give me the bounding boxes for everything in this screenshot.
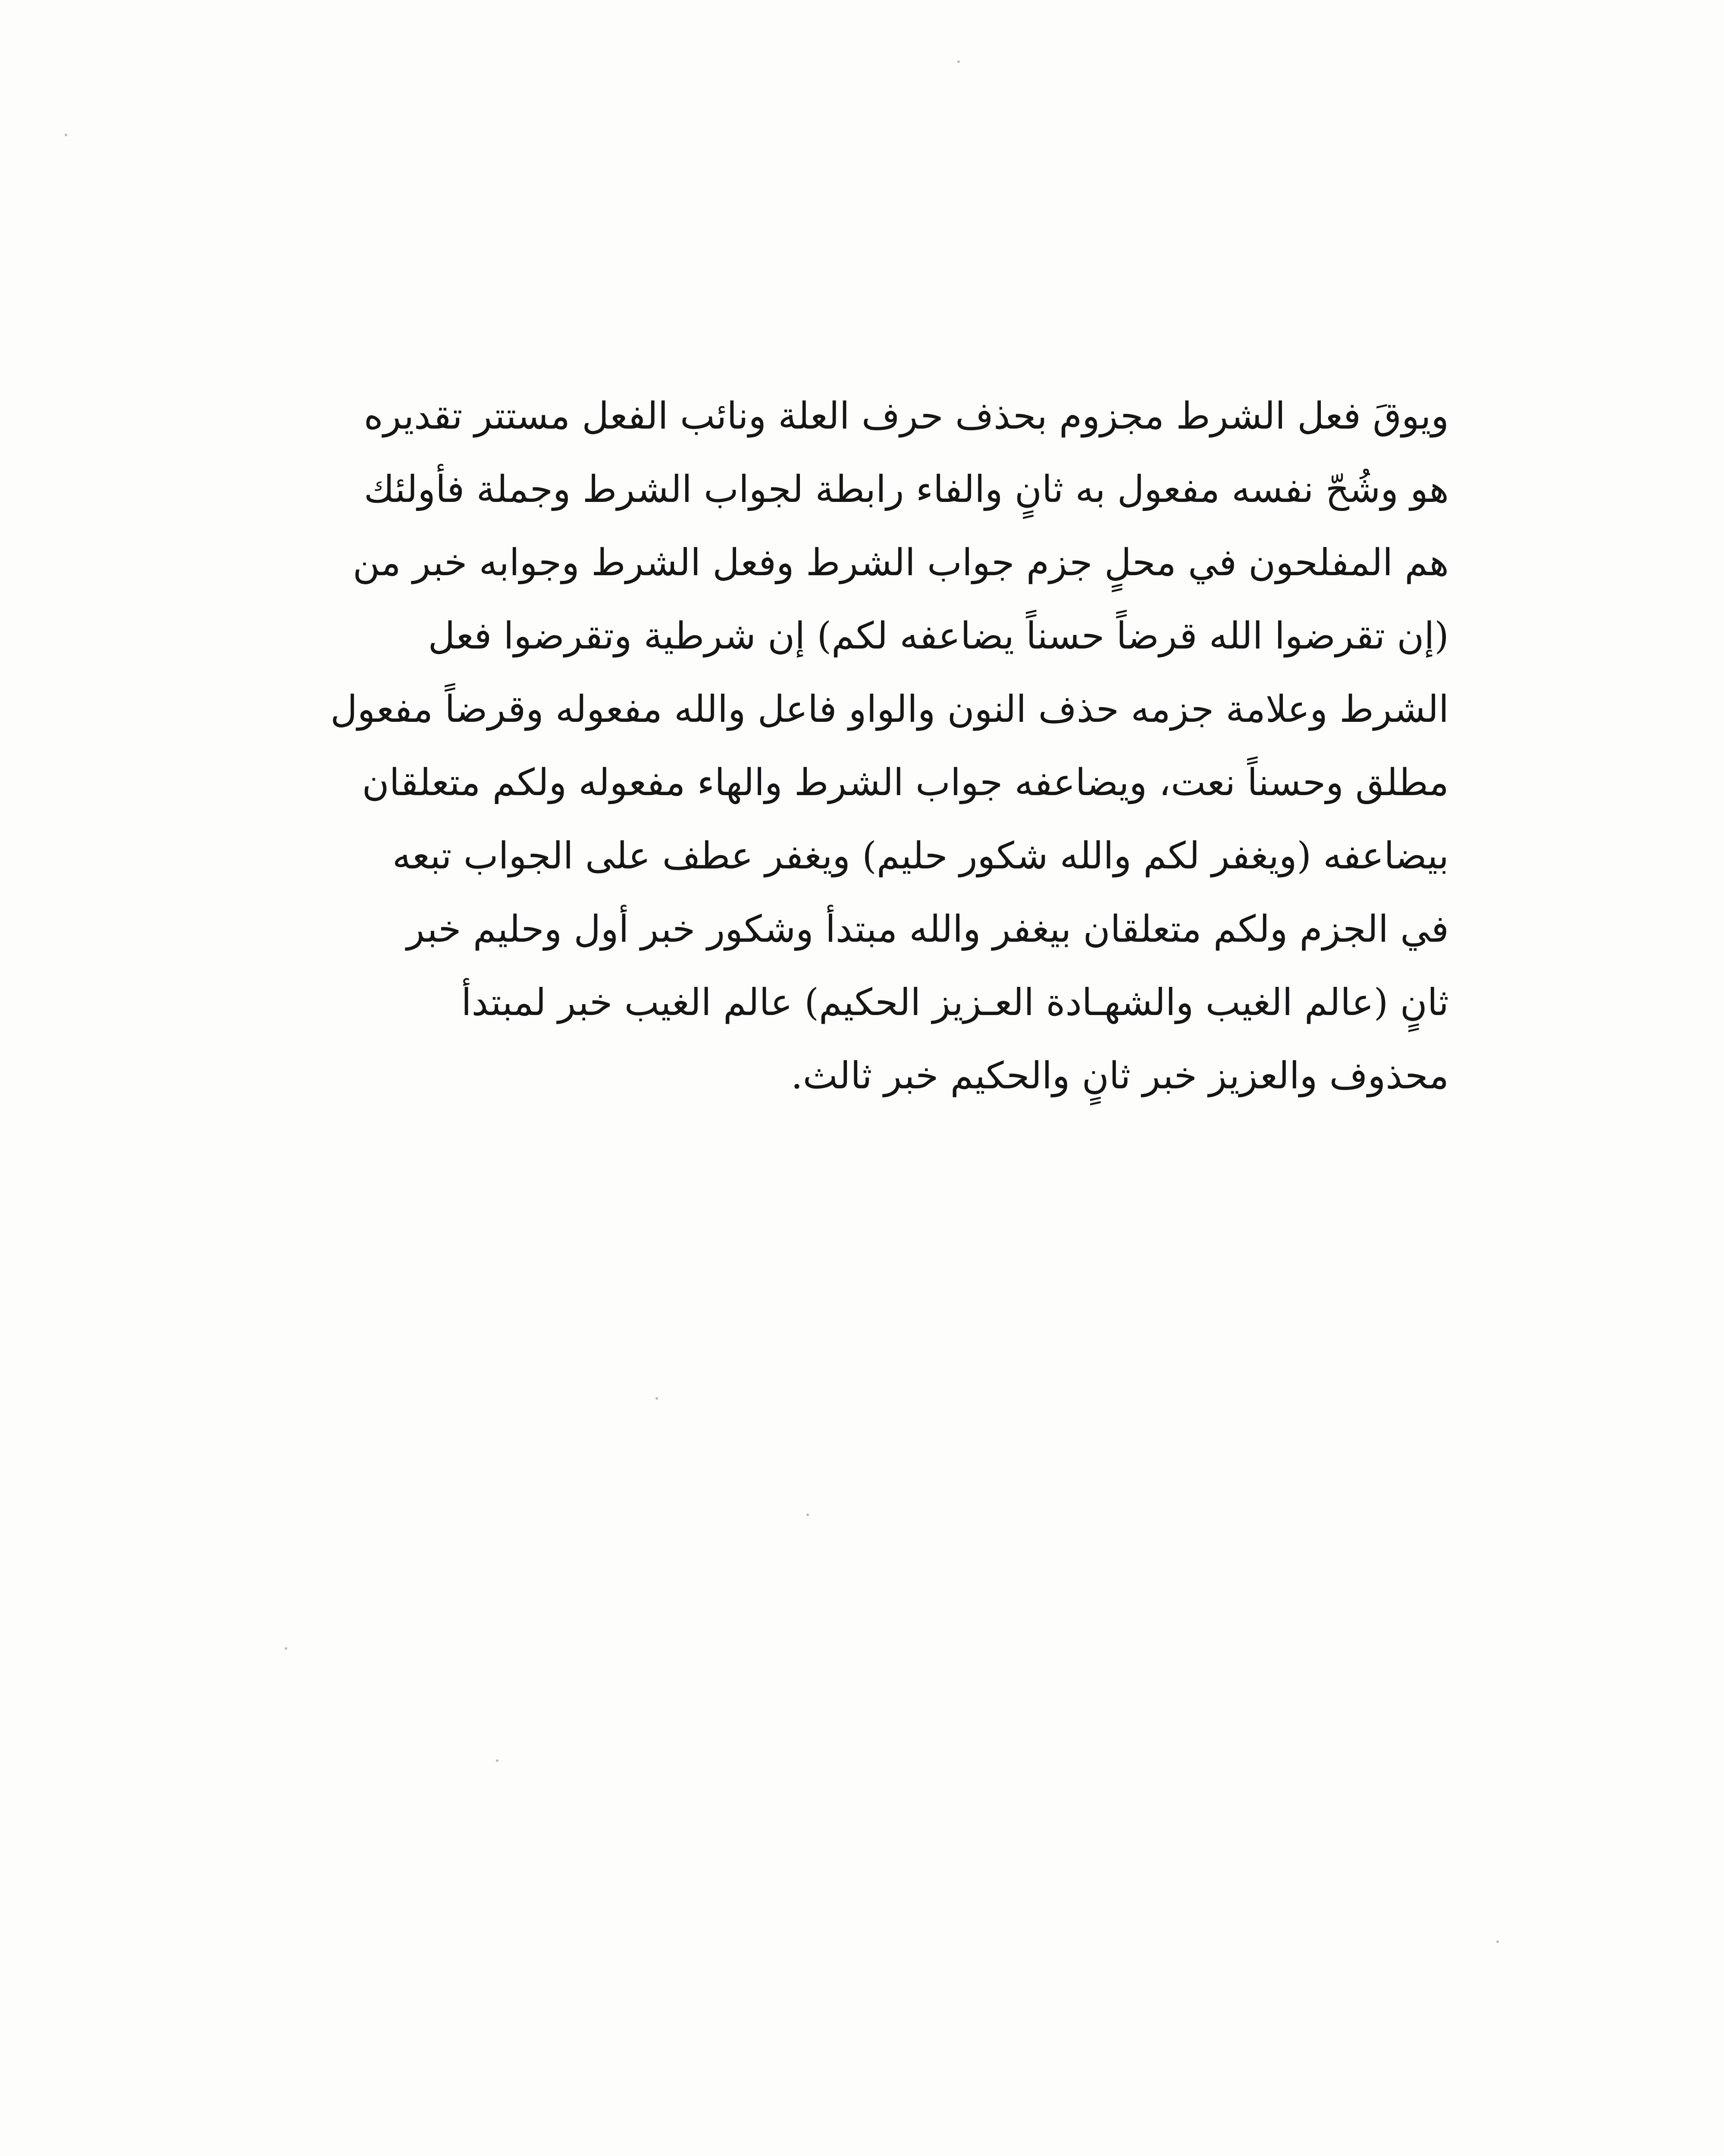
scan-speck — [806, 1514, 809, 1516]
scan-speck — [65, 134, 67, 136]
text-line: (إن تقرضوا الله قرضاً حسناً يضاعفه لكم) إن شرطية وتقرضوا فعل — [428, 614, 1449, 658]
scan-speck — [655, 1397, 658, 1400]
text-line: مطلق وحسناً نعت، ويضاعفه جواب الشرط والهاء مفعوله ولكم متعلقان — [362, 761, 1449, 804]
text-line: هم المفلحون في محلٍ جزم جواب الشرط وفعل الشرط وجوابه خبر من — [353, 541, 1449, 584]
scan-speck — [285, 1647, 287, 1650]
body-text — [259, 379, 1449, 1112]
text-line: ويوقَ فعل الشرط مجزوم بحذف حرف العلة ونائب الفعل مستتر تقديره — [364, 395, 1449, 438]
text-line: في الجزم ولكم متعلقان بيغفر والله مبتدأ وشكور خبر أول وحليم خبر — [406, 908, 1449, 951]
text-line: الشرط وعلامة جزمه حذف النون والواو فاعل والله مفعوله وقرضاً مفعول — [330, 688, 1449, 731]
text-line: بيضاعفه (ويغفر لكم والله شكور حليم) ويغفر عطف على الجواب تبعه — [392, 834, 1449, 877]
scan-speck — [957, 60, 960, 63]
scan-speck — [496, 1759, 498, 1762]
scan-speck — [1496, 1940, 1499, 1943]
text-line: ثانٍ (عالم الغيب والشهـادة العـزيز الحكيم) عالم الغيب خبر لمبتدأ — [461, 981, 1449, 1024]
text-line: هو وشُحّ نفسه مفعول به ثانٍ والفاء رابطة لجواب الشرط وجملة فأولئك — [364, 468, 1449, 511]
text-line: محذوف والعزيز خبر ثانٍ والحكيم خبر ثالث. — [791, 1054, 1449, 1097]
